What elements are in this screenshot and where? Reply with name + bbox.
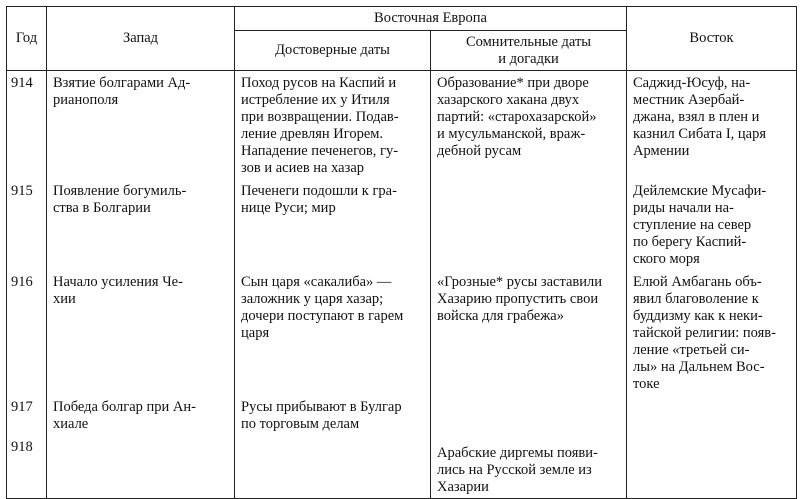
chronology-table [6,6,797,499]
doubtful-cell: Образование* при дворе хазарского хакана двух партий: «старохазарской» и мусульманской, враж- дебной русам [431,71,627,180]
east-cell [627,395,797,435]
table-row [7,270,797,395]
doubtful-cell [431,179,627,270]
header-reliable-dates: Достоверные даты [235,31,431,71]
reliable-cell: Поход русов на Каспий и истребление их у Итиля при возвращении. Подав- ление древлян Игорем. Нападение печенегов, гу- зов и асиев на хазар [235,71,431,180]
year-cell: 918 [7,435,47,499]
doubtful-cell [431,395,627,435]
table-header [7,7,797,71]
year-cell: 916 [7,270,47,395]
doubtful-cell: «Грозные* русы заставили Хазарию пропустить свои войска для грабежа» [431,270,627,395]
doubtful-cell: Арабские диргемы появи- лись на Русской земле из Хазарии [431,435,627,499]
header-year: Год [7,7,47,71]
table-body [7,71,797,499]
header-west: Запад [47,7,235,71]
west-cell: Начало усиления Че- хии [47,270,235,395]
year-cell: 915 [7,179,47,270]
table-row [7,179,797,270]
reliable-cell [235,435,431,499]
header-east: Восток [627,7,797,71]
west-cell: Взятие болгарами Ад- рианополя [47,71,235,180]
year-cell: 917 [7,395,47,435]
reliable-cell: Русы прибывают в Булгар по торговым делам [235,395,431,435]
header-eastern-europe: Восточная Европа [235,7,627,31]
header-doubtful-dates: Сомнительные даты и догадки [431,31,627,71]
table-row [7,435,797,499]
table-row [7,71,797,180]
east-cell: Саджид-Юсуф, на- местник Азербай- джана, взял в плен и казнил Сибата I, царя Армении [627,71,797,180]
west-cell: Появление богумиль- ства в Болгарии [47,179,235,270]
east-cell: Дейлемские Мусафи- риды начали на- ступление на север по берегу Каспий- ского моря [627,179,797,270]
table-row [7,395,797,435]
west-cell [47,435,235,499]
east-cell [627,435,797,499]
east-cell: Елюй Амбагань объ- явил благоволение к буддизму как к неки- тайской религии: появ- ление «третьей си- лы» на Дальнем Вос- токе [627,270,797,395]
year-cell: 914 [7,71,47,180]
reliable-cell: Сын царя «сакалиба» — заложник у царя хазар; дочери поступают в гарем царя [235,270,431,395]
reliable-cell: Печенеги подошли к гра- нице Руси; мир [235,179,431,270]
west-cell: Победа болгар при Ан- хиале [47,395,235,435]
